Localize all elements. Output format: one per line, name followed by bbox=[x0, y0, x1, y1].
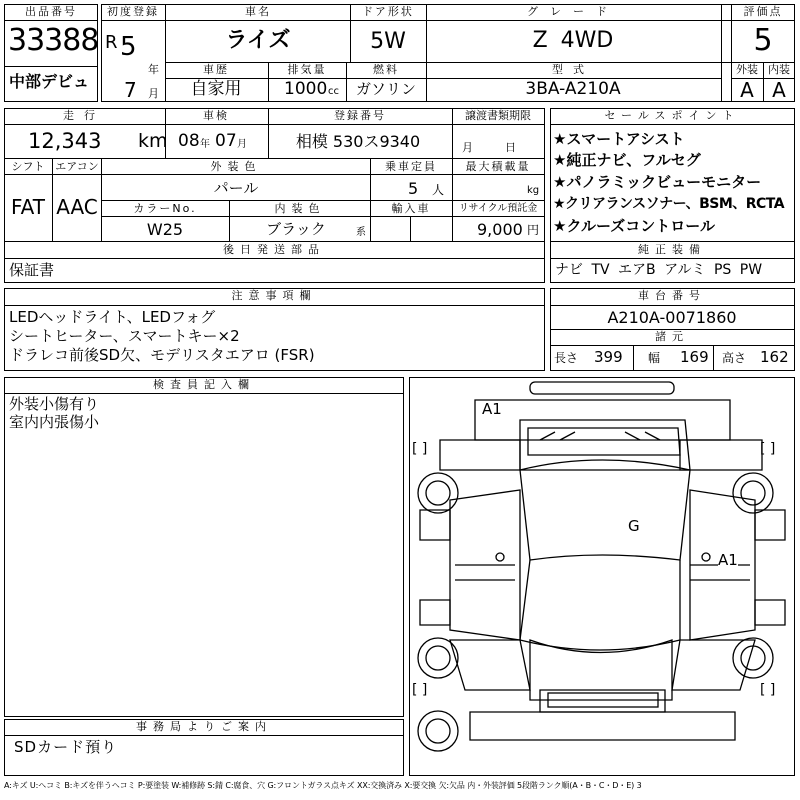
sales-point: ★クリアランスソナー、BSM、RCTA bbox=[553, 196, 785, 212]
load-header: 最大積載量 bbox=[465, 160, 531, 173]
shift-value: FAT bbox=[10, 195, 46, 219]
chassis-number: A210A-0071860 bbox=[607, 308, 737, 327]
model-header: 型式 bbox=[552, 63, 594, 76]
exterior-value: A bbox=[740, 78, 754, 102]
door-header: ドア形状 bbox=[362, 5, 414, 18]
reg-year: 5 bbox=[120, 32, 137, 62]
sales-points-header: セールスポイント bbox=[604, 109, 740, 122]
interior-header: 内装 bbox=[768, 63, 790, 76]
damage-mark-front: A1 bbox=[482, 400, 502, 418]
ac-value: AAC bbox=[56, 195, 98, 219]
sales-point: ★パノラミックビューモニター bbox=[553, 173, 762, 191]
inspection-year: 08 bbox=[178, 131, 200, 151]
bracket-mark: [ ] bbox=[760, 441, 776, 457]
damage-mark-glass: G bbox=[628, 517, 640, 535]
era-letter: R bbox=[105, 32, 118, 53]
length-value: 399 bbox=[594, 348, 623, 366]
inspector-line: 外装小傷有り bbox=[9, 395, 100, 413]
rating-value: 5 bbox=[753, 23, 773, 58]
fuel-value: ガソリン bbox=[355, 80, 417, 98]
transfer-header: 譲渡書類期限 bbox=[465, 109, 531, 122]
inspector-line: 室内内張傷小 bbox=[9, 413, 100, 431]
load-unit: kg bbox=[527, 185, 540, 196]
ext-color-header: 外装色 bbox=[210, 160, 262, 173]
lot-number-header: 出品番号 bbox=[25, 5, 77, 18]
first-reg-header: 初度登録 bbox=[107, 5, 159, 18]
venue-label: 中部デビュ bbox=[9, 72, 90, 91]
transfer-day-unit: 日 bbox=[505, 141, 516, 154]
grade-value: Z 4WD bbox=[532, 28, 614, 53]
bracket-mark: [ ] bbox=[760, 682, 776, 698]
height-label: 高さ bbox=[722, 351, 747, 365]
inspector-header: 検査員記入欄 bbox=[153, 378, 255, 391]
equipment-header: 純正装備 bbox=[638, 243, 706, 256]
reg-month-unit: 月 bbox=[148, 87, 159, 100]
later-parts-value: 保証書 bbox=[9, 261, 55, 279]
plate-value: 相模 530ス9340 bbox=[295, 132, 421, 151]
notes-header: 注意事項欄 bbox=[231, 289, 317, 302]
note-line: シートヒーター、スマートキー×2 bbox=[9, 327, 240, 345]
mileage-header: 走行 bbox=[63, 109, 105, 122]
bracket-mark: [ ] bbox=[412, 441, 428, 457]
reg-month: 7 bbox=[124, 78, 137, 102]
transfer-month-unit: 月 bbox=[462, 141, 473, 154]
inspection-month-unit: 月 bbox=[237, 139, 247, 150]
displacement-unit: cc bbox=[328, 86, 339, 97]
ac-header: エアコン bbox=[55, 160, 99, 173]
inspection-month: 07 bbox=[215, 131, 237, 151]
int-color-value: ブラック bbox=[266, 220, 326, 238]
width-value: 169 bbox=[680, 348, 709, 366]
int-color-suffix: 系 bbox=[356, 227, 366, 238]
inspection-year-unit: 年 bbox=[200, 139, 210, 150]
sales-point: ★スマートアシスト bbox=[553, 130, 685, 148]
history-value: 自家用 bbox=[190, 79, 242, 99]
capacity-header: 乗車定員 bbox=[385, 160, 437, 173]
later-parts-header: 後日発送部品 bbox=[223, 243, 325, 256]
lot-number: 33388 bbox=[8, 23, 99, 58]
inspection-header: 車検 bbox=[203, 109, 229, 122]
note-line: ドラレコ前後SD欠、モデリスタエアロ (FSR) bbox=[9, 346, 315, 364]
sales-point: ★純正ナビ、フルセグ bbox=[553, 151, 701, 169]
ext-color-value: パール bbox=[213, 179, 259, 197]
length-label: 長さ bbox=[554, 351, 579, 365]
plate-header: 登録番号 bbox=[334, 109, 386, 122]
grade-header: グレード bbox=[527, 5, 619, 18]
color-no-header: カラーNo. bbox=[133, 202, 197, 215]
mileage-unit: km bbox=[138, 130, 168, 152]
shift-header: シフト bbox=[11, 160, 45, 173]
width-label: 幅 bbox=[648, 351, 661, 365]
car-name-header: 車名 bbox=[245, 5, 271, 18]
rating-header: 評価点 bbox=[743, 5, 783, 18]
equipment-value: ナビ TV エアB アルミ PS PW bbox=[555, 262, 763, 278]
recycle-unit: 円 bbox=[527, 223, 540, 237]
recycle-value: 9,000 bbox=[477, 220, 523, 239]
sales-point: ★クルーズコントロール bbox=[553, 217, 715, 235]
mileage-value: 12,343 bbox=[28, 129, 102, 153]
door-value: 5W bbox=[370, 29, 406, 54]
chassis-header: 車台番号 bbox=[638, 289, 706, 302]
capacity-unit: 人 bbox=[432, 183, 445, 197]
note-line: LEDヘッドライト、LEDフォグ bbox=[9, 308, 216, 326]
height-value: 162 bbox=[760, 348, 789, 366]
color-no-value: W25 bbox=[146, 220, 184, 239]
dims-header: 諸元 bbox=[655, 330, 689, 343]
displacement-header: 排気量 bbox=[287, 63, 327, 76]
legend-text: A:キズ U:ヘコミ B:キズを伴うヘコミ P:要塗装 W:補修跡 S:錆 C:腐食、穴 G:フロントガラス点キズ XX:交換済み X:要交換 欠:欠品 内・外装評価 5段階ランク順(A・B・C・D・E) 3 bbox=[4, 781, 642, 790]
displacement-value: 1000 bbox=[284, 79, 328, 99]
capacity-value: 5 bbox=[408, 179, 419, 198]
history-header: 車歴 bbox=[203, 63, 229, 76]
recycle-header: リサイクル預託金 bbox=[458, 203, 538, 214]
office-text: SDカード預り bbox=[14, 738, 118, 756]
fuel-header: 燃料 bbox=[373, 63, 399, 76]
damage-mark-right: A1 bbox=[718, 551, 738, 569]
model-value: 3BA-A210A bbox=[525, 79, 621, 99]
interior-value: A bbox=[772, 78, 786, 102]
bracket-mark: [ ] bbox=[412, 682, 428, 698]
int-color-header: 内装色 bbox=[274, 202, 326, 215]
car-name: ライズ bbox=[225, 28, 291, 53]
import-header: 輸入車 bbox=[391, 202, 431, 215]
exterior-header: 外装 bbox=[736, 63, 758, 76]
reg-year-unit: 年 bbox=[148, 63, 159, 76]
office-header: 事務局よりご案内 bbox=[136, 720, 272, 733]
